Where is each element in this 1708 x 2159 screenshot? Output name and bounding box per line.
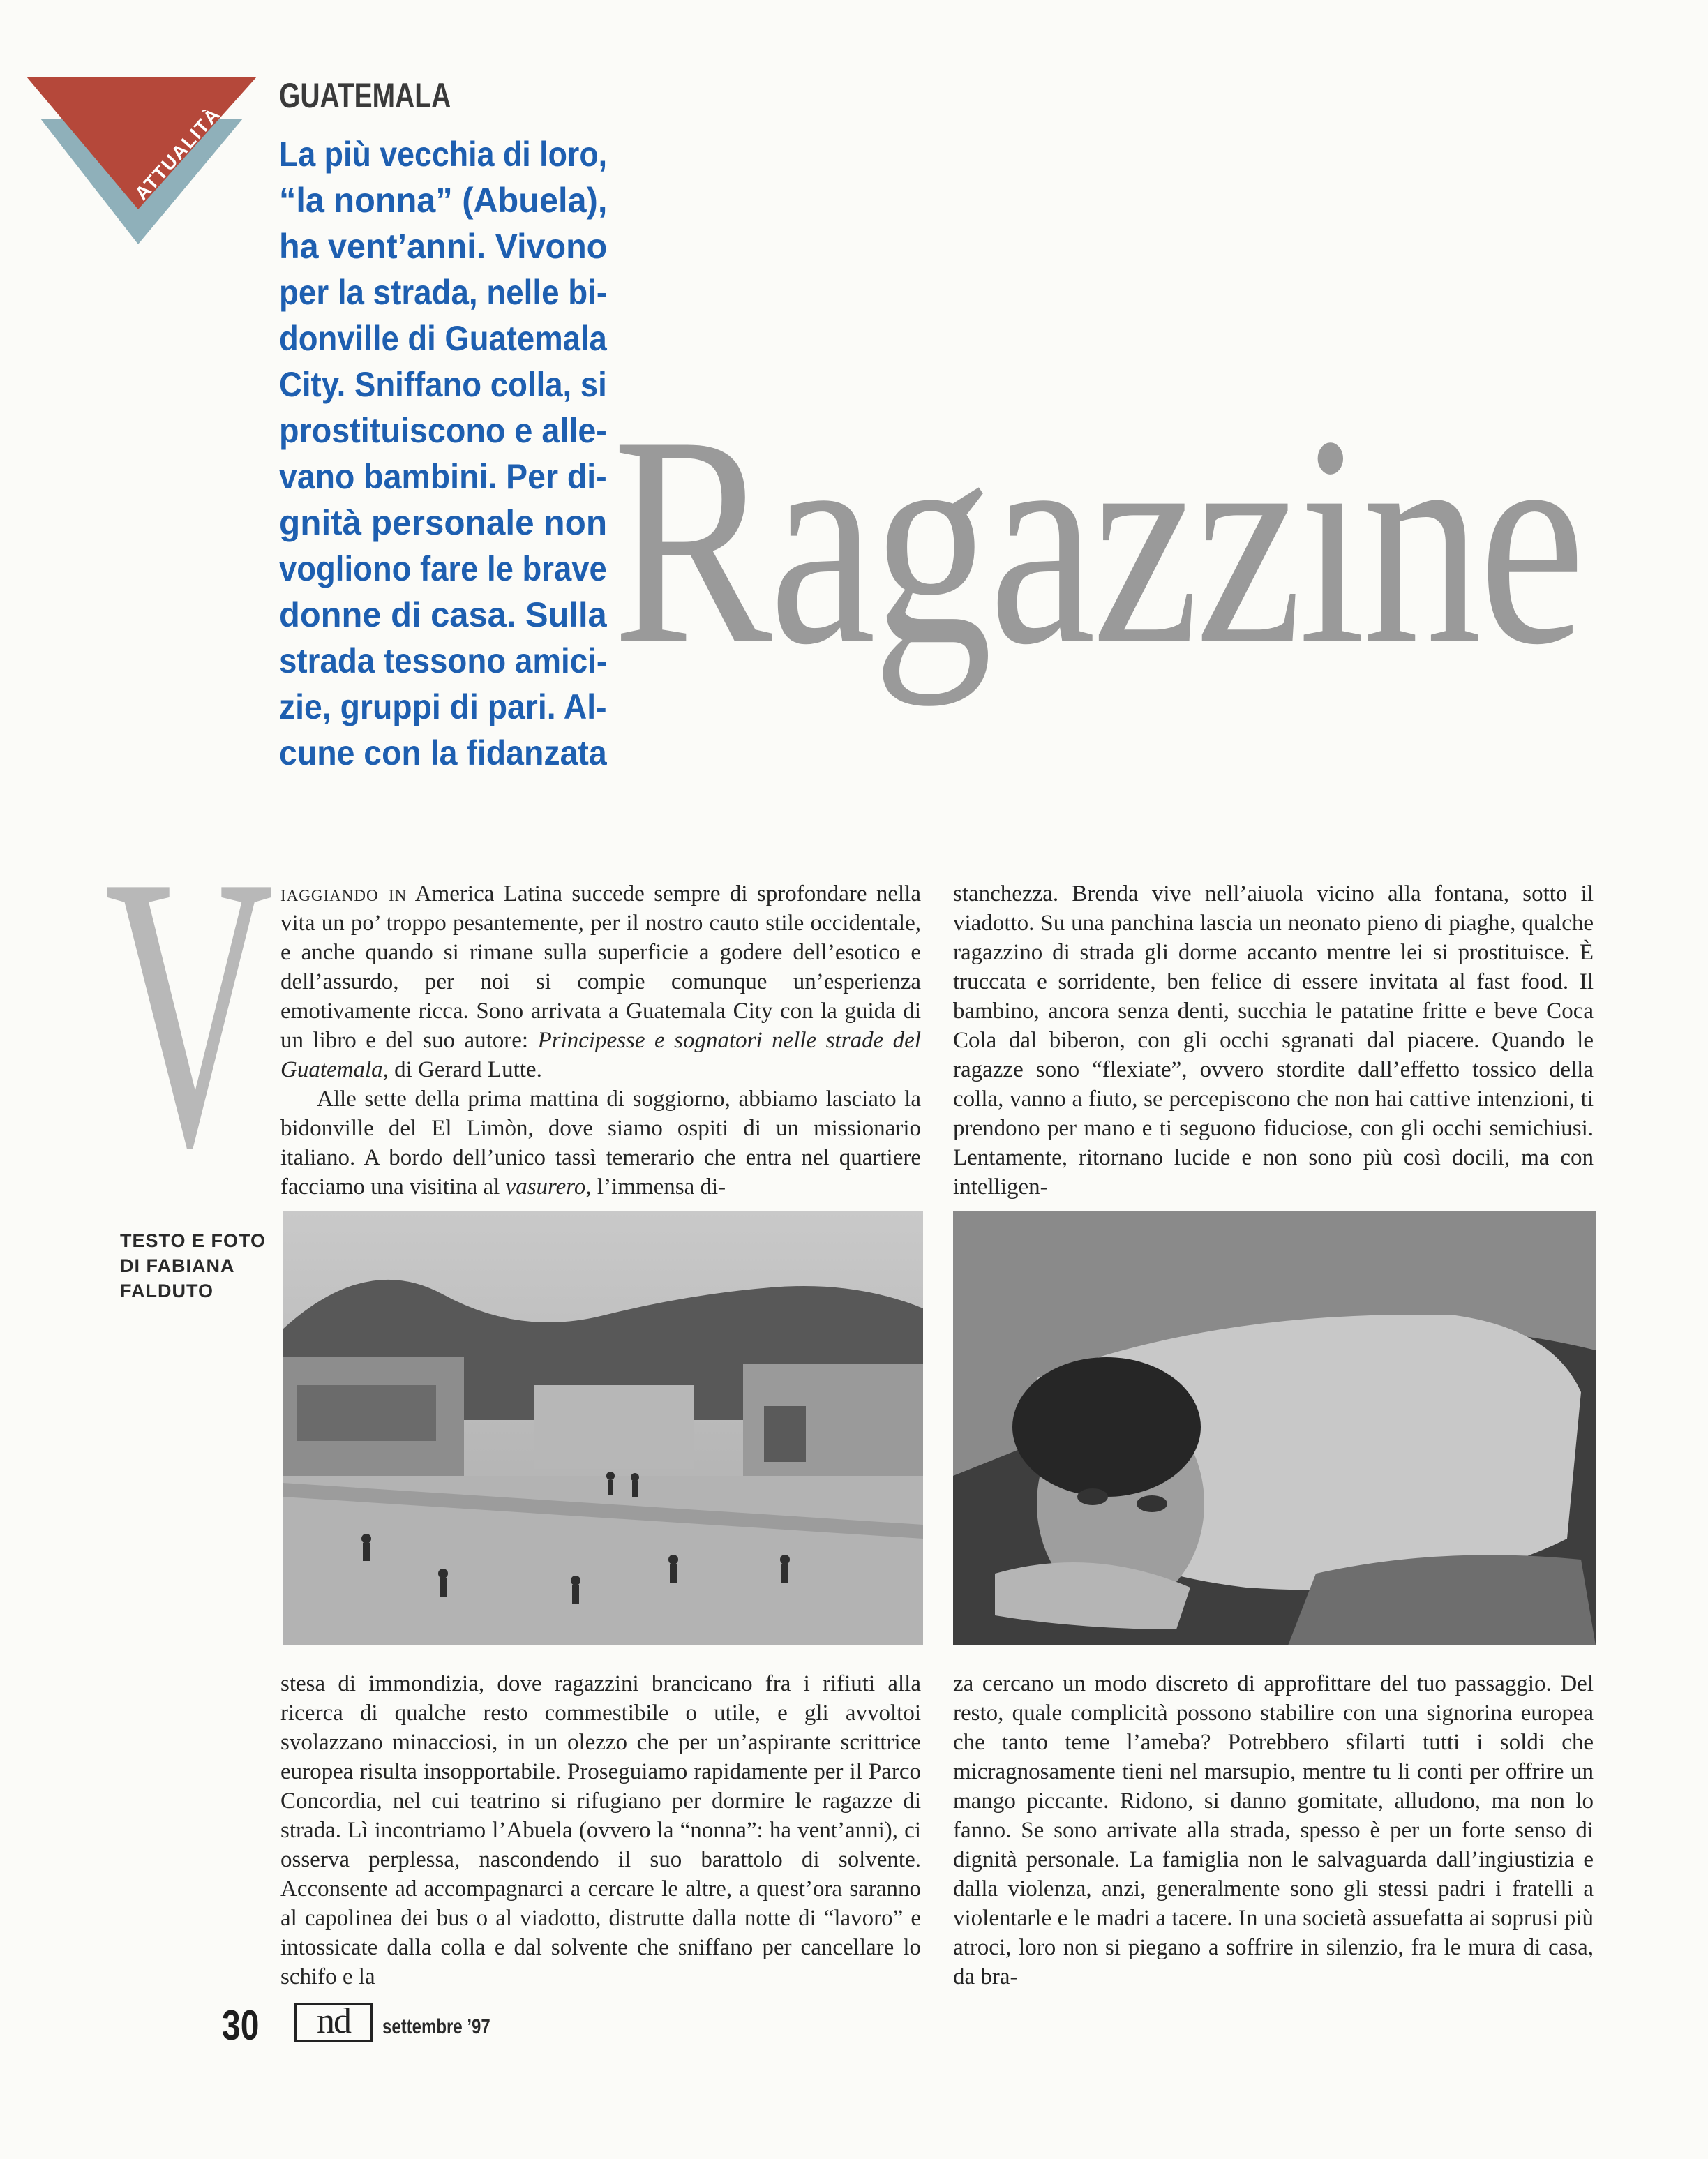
paragraph-text: za cercano un modo discreto di approfittare del tuo passaggio. Del resto, quale complicità possono stabilire con una signorina europea che tanto teme l’ameba? Potrebbero sfilarti tutti i soldi che micragnosamente tieni nel marsupio, mentre tu li conti per offrire un mango piccante. Ridono, si danno gomitate, alludono, ma non lo fanno. Se sono arrivate alla strada, spesso è per un forte senso di dignità personale. La famiglia non le salvaguarda dall’ingiustizia e dalla violenza, anzi, generalmente sono gli stessi padri i fratelli a violentarle e le madri a tacere. In una società assuefatta ai soprusi più atroci, loro non si piegano a soffrire in silenzio, fra le mura di casa, da bra-	[953, 1671, 1594, 1989]
byline-line-2: DI FABIANA	[120, 1255, 235, 1276]
article-column-2-bottom	[953, 1669, 1594, 1992]
lead-line: strada tessono amici-	[279, 641, 608, 680]
article-column-1-bottom	[280, 1669, 921, 1992]
lead-paragraph	[279, 131, 607, 776]
lead-line: gnità personale non	[279, 503, 608, 542]
section-label: ATTUALITÀ	[130, 103, 225, 204]
photo-street-scene	[283, 1211, 923, 1645]
lead-line: vano bambini. Per di-	[279, 457, 607, 496]
section-badge	[27, 77, 264, 258]
lead-line: donville di Guatemala	[279, 319, 607, 358]
byline-line-1: TESTO E FOTO	[120, 1230, 267, 1251]
paragraph-text: Alle sette della prima mattina di soggiorno, abbiamo lasciato la bidonville del El Limòn, dove siamo ospiti di un missionario italiano. A bordo dell’unico tassì temerario che entra nel quartiere facciamo una visitina al	[280, 1086, 921, 1200]
photo-street-scene-image	[283, 1211, 923, 1645]
lead-line: prostituiscono e alle-	[279, 411, 607, 450]
paragraph-text: stanchezza. Brenda vive nell’aiuola vicino alla fontana, sotto il viadotto. Su una panchina lascia un neonato pieno di piaghe, qualche ragazzino di strada gli dorme accanto mentre lei si prostituisce. È truccata e sorridente, ben felice di essere invitata al fast food. Il bambino, ancora senza denti, succhia le patatine fritte e beve Coca Cola dal biberon, con gli occhi sgranati dal piacere. Quando le ragazze sono “flexiate”, ovvero stordite dall’effetto tossico della colla, vanno a fiuto, se percepiscono che non hai cattive intenzioni, ti prendono per mano e ti seguono fiduciose, con gli occhi semichiusi. Lentamente, ritornano lucide e non sono più così docili, ma con intelligen-	[953, 881, 1594, 1200]
byline	[120, 1228, 266, 1303]
lead-line: cune con la fidanzata	[279, 733, 607, 772]
paragraph-text: America Latina succede sempre di sprofondare nella vita un po’ troppo pesantemente, per il nostro cauto stile occidentale, e anche quando si rimane sulla superficie a godere dell’esotico e dell’assurdo, per noi si compie comunque un’esperienza emotivamente ricca. Sono arrivata a Guatemala City con la guida di un libro e del suo autore:	[280, 881, 921, 1053]
lead-line: zie, gruppi di pari. Al-	[279, 687, 607, 726]
issue-date: settembre ’97	[382, 2015, 490, 2038]
kicker: GUATEMALA	[279, 76, 451, 115]
drop-cap: V	[105, 795, 274, 1228]
book-title: Principesse e sognatori nelle strade del Guatemala,	[280, 1028, 921, 1082]
paragraph-text: di Gerard Lutte.	[388, 1057, 542, 1082]
lead-line: ha vent’anni. Vivono	[279, 227, 608, 266]
lead-line: donne di casa. Sulla	[279, 595, 607, 634]
lead-line: per la strada, nelle bi-	[279, 273, 608, 312]
photo-girl-portrait	[953, 1211, 1596, 1645]
italic-word: vasurero,	[505, 1174, 592, 1200]
photo-girl-portrait-image	[953, 1211, 1596, 1645]
lead-line: La più vecchia di loro,	[279, 135, 608, 174]
paragraph-text: l’immensa di-	[591, 1174, 726, 1200]
paragraph-text: stesa di immondizia, dove ragazzini brancicano fra i rifiuti alla ricerca di qualche resto commestibile o utile, e gli avvoltoi svolazzano minacciosi, in un olezzo che per un’aspirante scrittrice europea risulta insopportabile. Proseguiamo rapidamente per il Parco Concordia, nel cui teatrino si rifugiano per dormire le ragazze di strada. Lì incontriamo l’Abuela (ovvero la “nonna”: ha vent’anni), ci osserva perplessa, nascondendo il suo barattolo di solvente. Acconsente ad accompagnarci a cercare le altre, a quest’ora saranno al capolinea dei bus o al viadotto, distrutte dalla notte di “lavoro” e intossicate dalla colla e dal solvente che sniffano per cancellare lo schifo e la	[280, 1671, 921, 1989]
opening-smallcaps: iaggiando in	[280, 881, 407, 906]
lead-line: vogliono fare le brave	[279, 549, 607, 588]
page-number: 30	[222, 2002, 260, 2049]
headline: Ragazzine	[613, 375, 1582, 707]
lead-line: City. Sniffano colla, si	[279, 365, 607, 404]
byline-line-3: FALDUTO	[120, 1280, 214, 1301]
article-column-1-top	[280, 879, 921, 1202]
article-column-2-top	[953, 879, 1594, 1202]
magazine-logo: nd	[294, 2003, 373, 2042]
lead-line: “la nonna” (Abuela),	[279, 181, 608, 220]
